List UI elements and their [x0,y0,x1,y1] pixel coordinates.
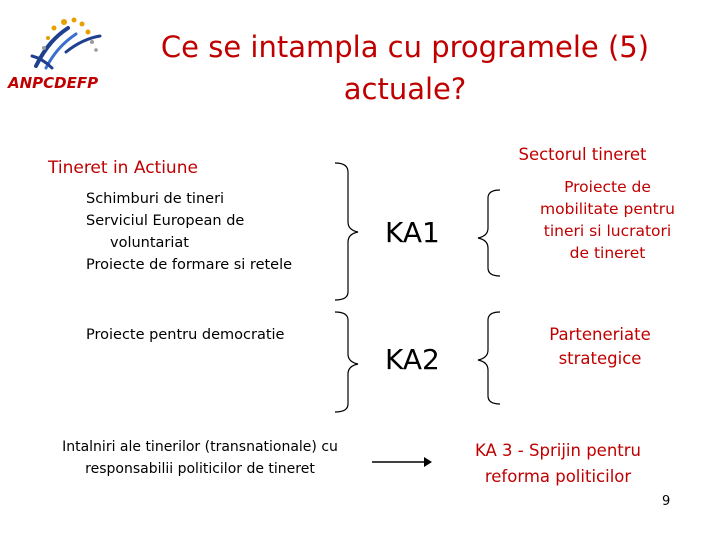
ka1-label: KA1 [385,216,440,249]
list-item: voluntariat [110,235,189,251]
left-heading: Tineret in Actiune [48,158,198,178]
bottom-left-line: Intalniri ale tinerilor (transnationale) cu [62,439,338,455]
brace-right-1 [478,190,500,276]
ka3-line: reforma politicilor [484,467,632,486]
right-item-2-line: Parteneriate [549,325,651,344]
brace-left-1 [335,163,358,300]
list-item: Schimburi de tineri [86,191,225,207]
list-item: Serviciul European de [86,213,245,229]
list-item: Proiecte de formare si retele [86,257,293,273]
right-item-1-line: tineri si lucratori [543,222,672,240]
right-item-1-line: mobilitate pentru [540,200,675,218]
bottom-left-line: responsabilii politicilor de tineret [85,461,315,477]
title-number: (5) [607,30,650,64]
right-item-1-line: de tineret [569,244,646,262]
ka3-line: KA 3 - Sprijin pentru [475,441,641,460]
brace-right-2 [478,312,500,404]
ka2-label: KA2 [385,343,440,376]
list-item: Proiecte pentru democratie [86,327,285,343]
title-line2: actuale? [343,72,467,106]
page-number: 9 [662,494,671,509]
arrow-icon [372,457,432,467]
right-heading: Sectorul tineret [518,145,647,164]
brace-left-2 [335,312,358,412]
title-line1: Ce se intampla cu programele [160,30,599,64]
right-item-2-line: strategice [558,349,642,368]
logo-text: ANPCDEFP [8,74,99,92]
right-item-1-line: Proiecte de [564,178,651,196]
